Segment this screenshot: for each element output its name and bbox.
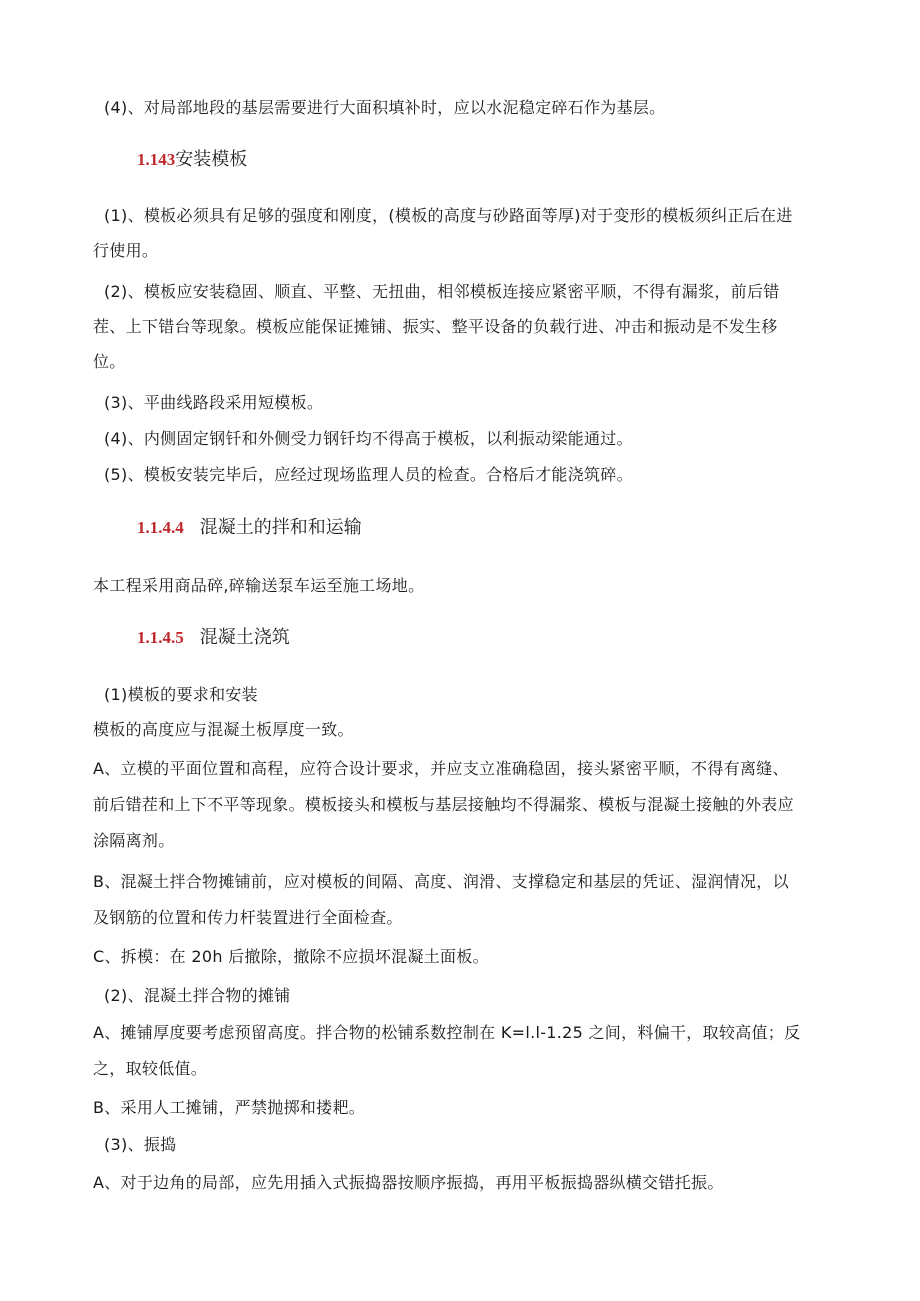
section-heading-1-1-4-5 [137,626,290,650]
section-heading-1-1-4-3 [137,148,247,172]
paragraph-line: 模板的高度应与混凝土板厚度一致。 [93,720,354,739]
paragraph-line: B、混凝土拌合物摊铺前，应对模板的间隔、高度、润滑、支撑稳定和基层的凭证、湿润情况，以 [93,872,789,891]
paragraph-line: 位。 [93,352,126,371]
paragraph-line: (1)模板的要求和安装 [104,685,258,704]
paragraph-line: 行使用。 [93,241,159,260]
section-title: 安装模板 [175,149,248,170]
paragraph-line: 及钢筋的位置和传力杆装置进行全面检查。 [93,908,403,927]
paragraph-line: (2)、模板应安装稳固、顺直、平整、无扭曲，相邻模板连接应紧密平顺，不得有漏浆，前后错 [104,282,780,301]
paragraph-line: A、对于边角的局部，应先用插入式振捣器按顺序振捣，再用平板振捣器纵横交错托振。 [93,1173,724,1192]
section-number: 1.1.4.4 [137,518,184,537]
paragraph-line: 涂隔离剂。 [93,831,175,850]
paragraph-line: A、摊铺厚度要考虑预留高度。拌合物的松铺系数控制在 K=l.l-1.25 之间，料偏干，取较高值；反 [93,1023,801,1042]
paragraph-line: B、采用人工摊铺，严禁抛掷和搂耙。 [93,1098,366,1117]
section-title: 混凝土的拌和和运输 [199,517,362,538]
paragraph-line: (3)、振捣 [104,1135,177,1154]
section-number: 1.1.4.5 [137,628,184,647]
paragraph-line: (4)、内侧固定钢钎和外侧受力钢钎均不得高于模板，以利振动梁能通过。 [104,429,633,448]
paragraph-line: (1)、模板必须具有足够的强度和刚度，(模板的高度与砂路面等厚)对于变形的模板须纠正后在进 [104,206,793,225]
paragraph-line: (2)、混凝土拌合物的摊铺 [104,986,291,1005]
section-heading-1-1-4-4 [137,516,362,540]
paragraph-line: 前后错茬和上下不平等现象。模板接头和模板与基层接触均不得漏浆、模板与混凝土接触的外表应 [93,795,794,814]
paragraph-line: (5)、模板安装完毕后，应经过现场监理人员的检查。合格后才能浇筑碎。 [104,465,633,484]
paragraph-line: A、立模的平面位置和高程，应符合设计要求，并应支立准确稳固，接头紧密平顺，不得有离缝、 [93,759,789,778]
paragraph-line: 之，取较低值。 [93,1059,208,1078]
paragraph-line: 本工程采用商品碎,碎输送泵车运至施工场地。 [93,576,425,595]
paragraph-line: 茬、上下错台等现象。模板应能保证摊铺、振实、整平设备的负载行进、冲击和振动是不发生移 [93,317,778,336]
paragraph-line: (3)、平曲线路段采用短模板。 [104,393,324,412]
section-number: 1.143 [137,150,176,169]
paragraph-line: (4)、对局部地段的基层需要进行大面积填补时，应以水泥稳定碎石作为基层。 [104,98,666,117]
paragraph-line: C、拆模：在 20h 后撤除，撤除不应损坏混凝土面板。 [93,947,489,966]
section-title: 混凝土浇筑 [199,627,290,648]
